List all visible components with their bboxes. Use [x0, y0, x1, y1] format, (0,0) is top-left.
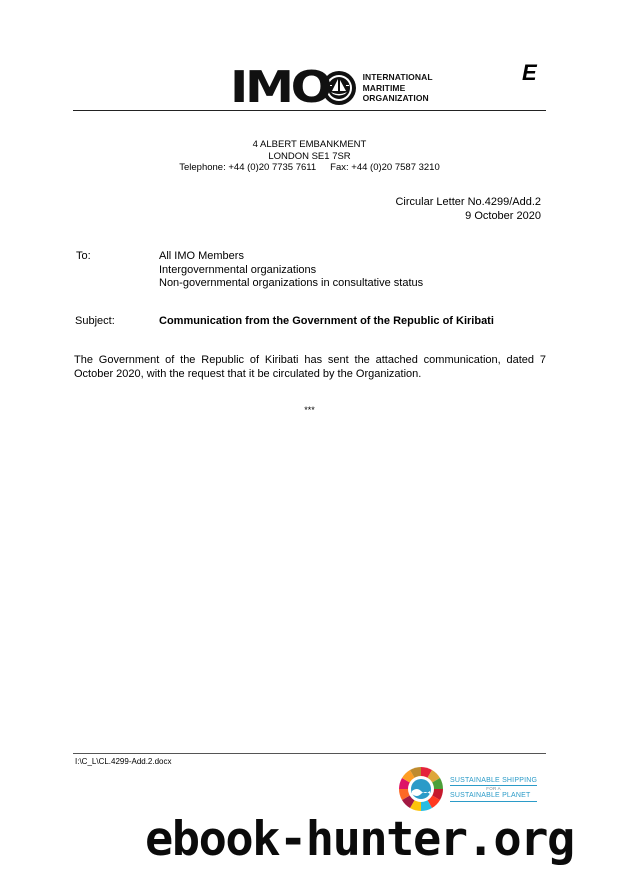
separator: *** [304, 405, 315, 415]
circular-reference [300, 196, 541, 223]
recipient-item: All IMO Members [159, 250, 244, 262]
body-paragraph: The Government of the Republic of Kiribati has sent the attached communication, dated 7 October 2020, with the request that it be circulated by the Organization. [74, 354, 546, 380]
file-path: I:\C_L\CL.4299-Add.2.docx [75, 757, 172, 766]
sdg-slogan [450, 777, 537, 802]
org-name-line: MARITIME [362, 82, 406, 93]
recipient-list [159, 250, 423, 291]
header-divider [73, 110, 546, 111]
imo-logo [230, 62, 433, 113]
logo-wordmark: IMO [230, 62, 330, 113]
sdg-logo [398, 766, 548, 812]
sdg-line: SUSTAINABLE PLANET [450, 792, 537, 802]
recipient-item: Non-governmental organizations in consultative status [159, 277, 424, 289]
subject-text: Communication from the Government of the Republic of Kiribati [159, 315, 494, 327]
subject-label: Subject: [75, 315, 115, 327]
circular-number: Circular Letter No.4299/Add.2 [395, 196, 541, 208]
address-block [73, 139, 546, 174]
to-label: To: [76, 250, 91, 262]
telephone: Telephone: +44 (0)20 7735 7611 [179, 162, 317, 173]
org-name-line: INTERNATIONAL [362, 72, 433, 83]
fax: Fax: +44 (0)20 7587 3210 [330, 162, 440, 173]
contact-line [73, 162, 546, 174]
circular-date: 9 October 2020 [465, 209, 541, 222]
org-name [363, 72, 433, 104]
address-line: 4 ALBERT EMBANKMENT [252, 139, 367, 150]
sdg-line: FOR A [486, 786, 501, 791]
org-name-line: ORGANIZATION [362, 93, 429, 104]
address-line: LONDON SE1 7SR [268, 150, 351, 162]
recipient-item: Intergovernmental organizations [159, 263, 317, 276]
sdg-wheel-icon [398, 766, 444, 812]
language-code: E [522, 60, 537, 85]
watermark-text: ebook-hunter.org [145, 812, 574, 867]
sdg-line: SUSTAINABLE SHIPPING [450, 777, 537, 787]
footer-divider [73, 753, 546, 754]
